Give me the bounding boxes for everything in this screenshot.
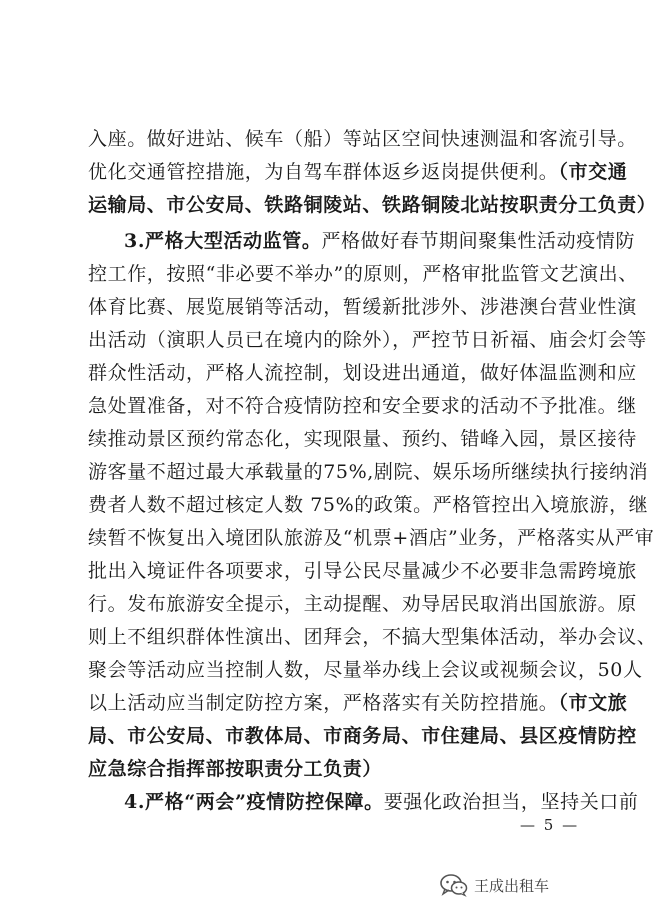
text-line: [88, 295, 637, 319]
text-segment: 游客量不超过最大承载量的75%,剧院、娱乐场所继续执行接纳消: [88, 461, 649, 483]
bold-text-segment: （市交通: [558, 161, 628, 183]
text-line: [88, 361, 637, 385]
wechat-watermark: [440, 874, 549, 896]
text-line: [88, 724, 637, 748]
text-line: [88, 493, 649, 517]
text-segment: 续暂不恢复出入境团队旅游及“机票+酒店”业务，严格落实从严审: [88, 527, 655, 549]
text-segment: 优化交通管控措施，为自驾车群体返乡返岗提供便利。: [88, 161, 559, 183]
bold-text-segment: 4.严格“两会”疫情防控保障。: [124, 791, 384, 813]
bold-text-segment: 运输局、市公安局、铁路铜陵站、铁路铜陵北站按职责分工负责）: [88, 194, 656, 216]
text-line: [88, 460, 649, 484]
text-line: [88, 427, 637, 451]
text-line: [88, 658, 643, 682]
bold-text-segment: （市文旅: [558, 692, 628, 714]
text-segment: 以上活动应当制定防控方案，严格落实有关防控措施。: [88, 692, 559, 714]
text-line: [88, 160, 628, 184]
text-segment: 严格做好春节期间聚集性活动疫情防: [321, 230, 636, 252]
text-line: [88, 691, 628, 715]
bold-text-segment: 应急综合指挥部按职责分工负责）: [88, 758, 383, 780]
text-line: [88, 757, 578, 781]
text-segment: 费者人数不超过核定人数 75%的政策。严格管控出入境旅游，继: [88, 494, 649, 516]
text-segment: 体育比赛、展览展销等活动，暂缓新批涉外、涉港澳台营业性演: [88, 296, 637, 318]
watermark-text: 王成出租车: [474, 876, 550, 895]
text-segment: 要强化政治担当，坚持关口前: [383, 791, 639, 813]
text-line: [88, 559, 637, 583]
text-line: [88, 127, 637, 151]
text-segment: 续推动景区预约常态化，实现限量、预约、错峰入园，景区接待: [88, 428, 637, 450]
text-line: [88, 328, 647, 352]
text-segment: 则上不组织群体性演出、团拜会，不搞大型集体活动，举办会议、: [88, 626, 656, 648]
bold-text-segment: 3.严格大型活动监管。: [124, 230, 322, 252]
text-line: [88, 625, 656, 649]
text-line: [88, 526, 655, 550]
text-line: [88, 592, 637, 616]
text-line: [124, 229, 636, 253]
text-segment: 群众性活动，严格人流控制，划设进出通道，做好体温监测和应: [88, 362, 637, 384]
wechat-icon: [440, 874, 468, 896]
text-segment: 入座。做好进站、候车（船）等站区空间快速测温和客流引导。: [88, 128, 637, 150]
bold-text-segment: 局、市公安局、市教体局、市商务局、市住建局、县区疫情防控: [88, 725, 637, 747]
text-segment: 急处置准备，对不符合疫情防控和安全要求的活动不予批准。继: [88, 395, 637, 417]
text-line: [88, 394, 637, 418]
text-line: [88, 193, 656, 217]
text-segment: 聚会等活动应当控制人数，尽量举办线上会议或视频会议，50人: [88, 659, 643, 681]
text-segment: 行。发布旅游安全提示，主动提醒、劝导居民取消出国旅游。原: [88, 593, 637, 615]
text-line: [88, 262, 638, 286]
text-segment: 出活动（演职人员已在境内的除外），严控节日祈福、庙会灯会等: [88, 329, 647, 351]
text-line: [124, 790, 639, 814]
page-number: — 5 —: [520, 816, 580, 834]
text-segment: 控工作，按照“非必要不举办”的原则，严格审批监管文艺演出、: [88, 263, 638, 285]
text-segment: 批出入境证件各项要求，引导公民尽量减少不必要非急需跨境旅: [88, 560, 637, 582]
